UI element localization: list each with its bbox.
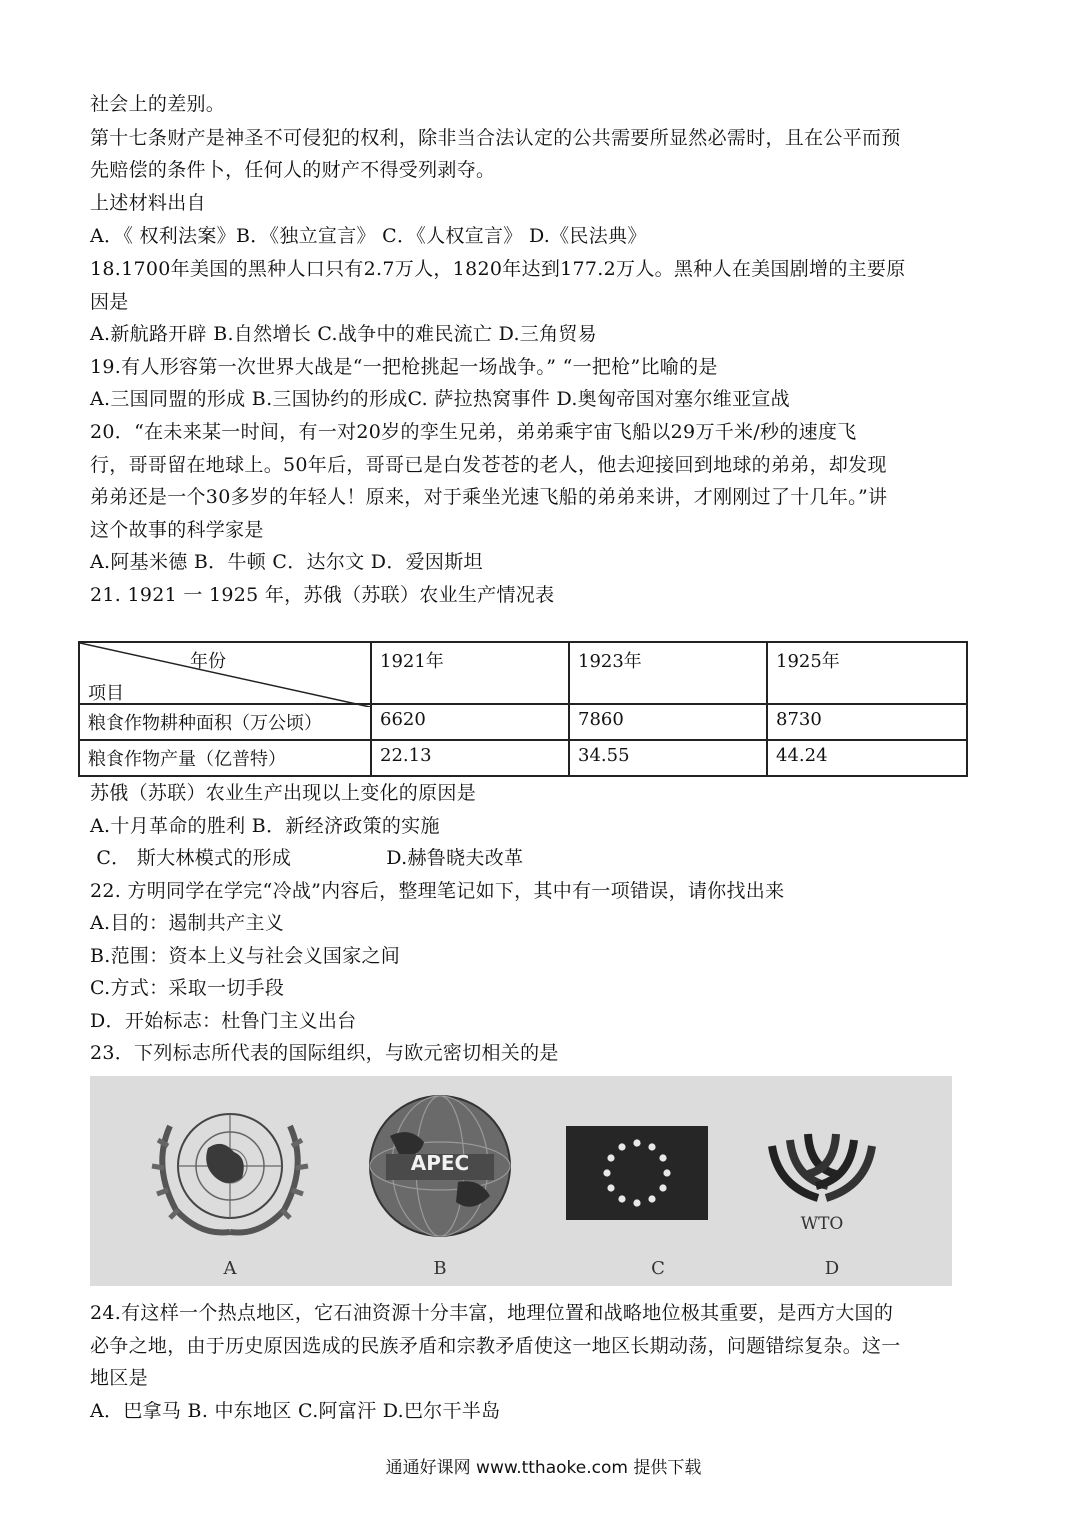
- logos-photo: [90, 1076, 952, 1286]
- apec-text: APEC: [410, 1151, 470, 1175]
- text-line: 因是: [90, 291, 129, 313]
- star-icon: [603, 1169, 610, 1176]
- star-icon: [633, 1199, 640, 1206]
- answer-options: A．巴拿马 B. 中东地区 C.阿富汗 D.巴尔干半岛: [90, 1400, 501, 1422]
- un-emblem-icon: [130, 1086, 330, 1256]
- answer-options: A.三国同盟的形成 B.三国协约的形成C. 萨拉热窝事件 D.奥匈帝国对塞尔维亚宣战: [90, 388, 790, 410]
- logo-option-d: [732, 1086, 932, 1281]
- answer-option: A.目的：遏制共产主义: [90, 912, 285, 934]
- star-icon: [607, 1184, 614, 1191]
- question-23: 23．下列标志所代表的国际组织，与欧元密切相关的是: [90, 1042, 559, 1064]
- star-icon: [618, 1143, 625, 1150]
- question-21: 21. 1921 一 1925 年，苏俄（苏联）农业生产情况表: [90, 584, 555, 606]
- logo-caption: D: [824, 1258, 840, 1279]
- table-cell: 34.55: [569, 740, 767, 776]
- table-row-label: 粮食作物产量（亿普特）: [79, 740, 371, 776]
- logo-option-b: [340, 1086, 540, 1281]
- logo-caption: B: [433, 1258, 447, 1279]
- download-footer: 通通好课网 www.tthaoke.com 提供下载: [385, 1458, 702, 1478]
- star-icon: [648, 1195, 655, 1202]
- logo-option-a: [130, 1086, 330, 1281]
- text-line: 先赔偿的条件卜，任何人的财产不得受列剥夺。: [90, 159, 496, 181]
- table-cell: 7860: [569, 704, 767, 740]
- star-icon: [607, 1154, 614, 1161]
- answer-option: D．开始标志：杜鲁门主义出台: [90, 1010, 357, 1032]
- question-24: 24.有这样一个热点地区，它石油资源十分丰富，地理位置和战略地位极其重要，是西方大国的: [90, 1302, 894, 1324]
- question-18: 18.1700年美国的黑种人口只有2.7万人，1820年达到177.2万人。黑种人在美国剧增的主要原: [90, 258, 906, 280]
- question-22: 22. 方明同学在学完“冷战”内容后，整理笔记如下，其中有一项错误，请你找出来: [90, 880, 785, 902]
- answer-options: A.十月革命的胜利 B．新经济政策的实施: [90, 815, 440, 837]
- answer-option: B.范围：资本上义与社会义国家之间: [90, 945, 401, 967]
- star-icon: [659, 1154, 666, 1161]
- question-20: 20．“在未来某一时间，有一对20岁的孪生兄弟，弟弟乘宇宙飞船以29万千米/秒的速度飞: [90, 421, 857, 443]
- corner-row-label: 项目: [88, 683, 124, 704]
- eu-flag-icon: [558, 1086, 758, 1256]
- star-icon: [659, 1184, 666, 1191]
- table-row: [79, 704, 967, 740]
- logo-option-c: [558, 1086, 758, 1281]
- answer-option: C.方式：采取一切手段: [90, 977, 285, 999]
- text-line: 地区是: [90, 1367, 148, 1389]
- table-header-row: [79, 642, 967, 704]
- agriculture-table: [78, 641, 968, 777]
- table-corner-cell: [79, 642, 371, 704]
- star-icon: [618, 1195, 625, 1202]
- table-row: [79, 740, 967, 776]
- answer-options: A．《 权利法案》B．《独立宣言》 C．《人权宣言》 D.《民法典》: [90, 225, 647, 247]
- text-line: 弟弟还是一个30多岁的年轻人！原来，对于乘坐光速飞船的弟弟来讲，才刚刚过了十几年。”讲: [90, 486, 888, 508]
- table-row-label: 粮食作物耕种面积（万公顷）: [79, 704, 371, 740]
- text-line: 第十七条财产是神圣不可侵犯的权利，除非当合法认定的公共需要所显然必需时，且在公平而预: [90, 127, 901, 149]
- table-header-year: 1921年: [371, 642, 569, 704]
- wto-text: WTO: [800, 1214, 844, 1234]
- question-19: 19.有人形容第一次世界大战是“一把枪挑起一场战争。” “一把枪”比喻的是: [90, 356, 718, 378]
- text-line: 行，哥哥留在地球上。50年后，哥哥已是白发苍苍的老人，他去迎接回到地球的弟弟，却发现: [90, 454, 887, 476]
- text-line: 必争之地，由于历史原因选成的民族矛盾和宗教矛盾使这一地区长期动荡，问题错综复杂。这一: [90, 1335, 901, 1357]
- table-cell: 8730: [767, 704, 967, 740]
- corner-column-label: 年份: [190, 651, 226, 672]
- table-cell: 22.13: [371, 740, 569, 776]
- star-icon: [663, 1169, 670, 1176]
- table-cell: 6620: [371, 704, 569, 740]
- logo-caption: C: [651, 1258, 665, 1279]
- star-icon: [633, 1139, 640, 1146]
- star-icon: [648, 1143, 655, 1150]
- table-header-year: 1925年: [767, 642, 967, 704]
- logo-caption: A: [223, 1258, 237, 1279]
- answer-options: A.阿基米德 B．牛顿 C．达尔文 D．爱因斯坦: [90, 551, 483, 573]
- text-line: 上述材料出自: [90, 192, 206, 214]
- table-cell: 44.24: [767, 740, 967, 776]
- text-line: 苏俄（苏联）农业生产出现以上变化的原因是: [90, 782, 477, 804]
- table-header-year: 1923年: [569, 642, 767, 704]
- text-line: 这个故事的科学家是: [90, 519, 264, 541]
- answer-options: A.新航路开辟 B.自然增长 C.战争中的难民流亡 D.三角贸易: [90, 323, 597, 345]
- answer-options: C． 斯大林模式的形成 D.赫鲁晓夫改革: [90, 847, 524, 869]
- text-line: 社会上的差别。: [90, 93, 226, 115]
